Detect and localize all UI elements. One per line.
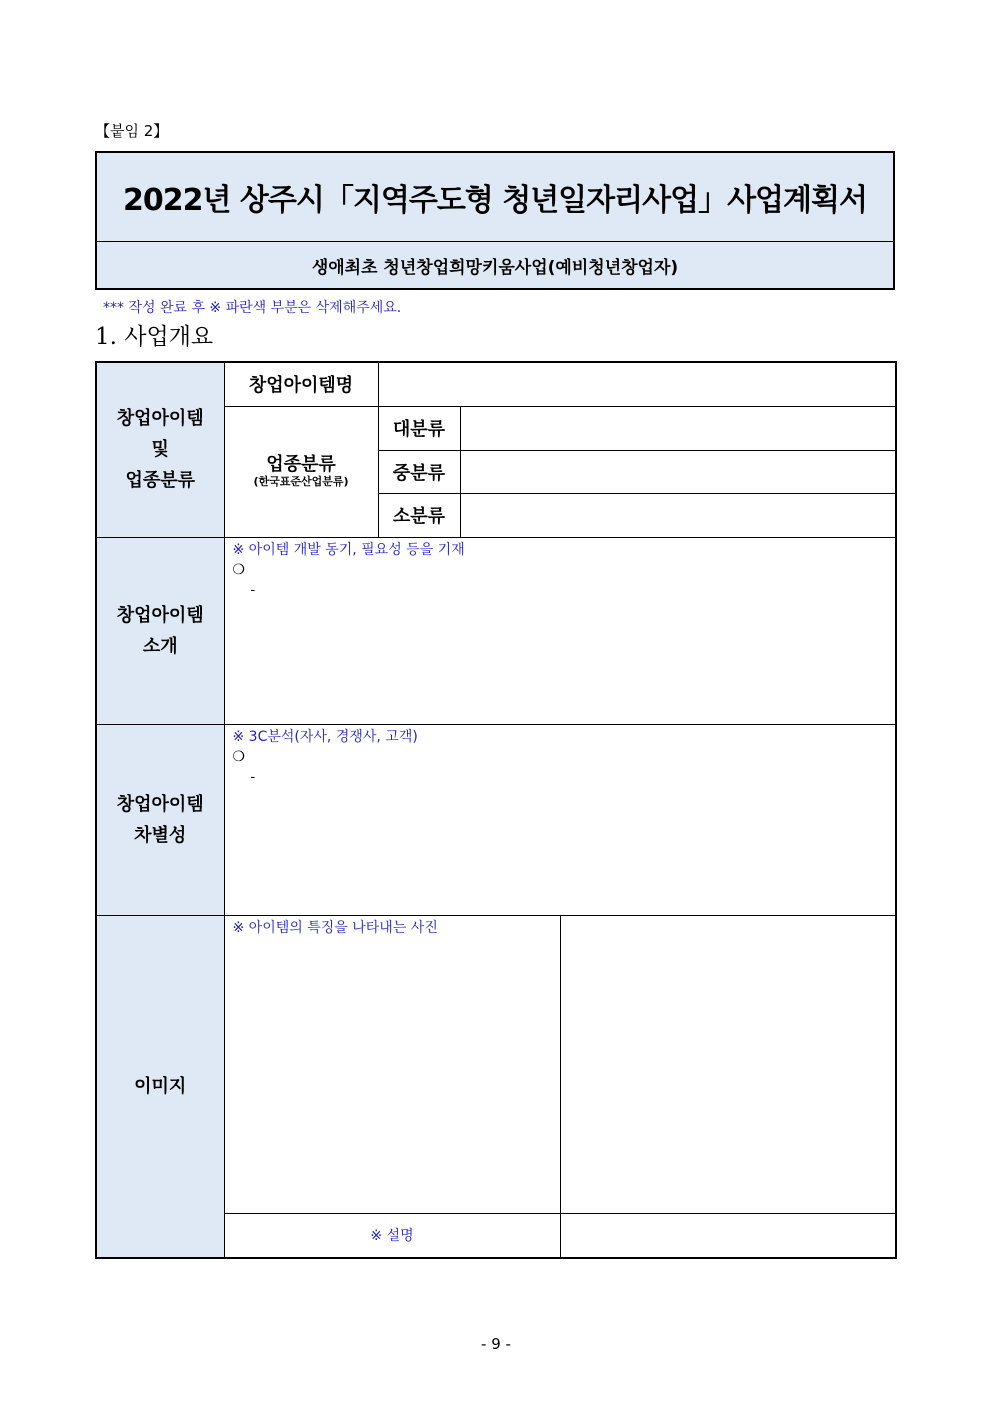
minor-category-field[interactable] (460, 493, 896, 537)
image-hint: ※ 아이템의 특징을 나타내는 사진 (232, 919, 438, 936)
item-differentiation-header-line2: 차별성 (134, 824, 187, 846)
item-intro-field[interactable] (224, 537, 896, 724)
item-category-header (96, 362, 224, 537)
item-differentiation-header (96, 724, 224, 915)
item-differentiation-hint: ※ 3C분석(자사, 경쟁사, 고객) (232, 728, 418, 745)
item-name-label: 창업아이템명 (224, 362, 378, 406)
section-heading: 1. 사업개요 (95, 324, 214, 350)
item-differentiation-dash: - (250, 769, 256, 785)
item-intro-dash: - (250, 582, 256, 598)
image-right-field[interactable] (560, 915, 896, 1213)
image-description-label: ※ 설명 (224, 1213, 560, 1258)
image-header: 이미지 (96, 915, 224, 1258)
item-category-header-line1: 창업아이템 (116, 408, 204, 430)
business-overview-table (95, 361, 897, 1259)
page-number: - 9 - (481, 1335, 511, 1353)
item-intro-hint: ※ 아이템 개발 동기, 필요성 등을 기재 (232, 541, 465, 558)
item-category-header-line2: 및 (151, 439, 169, 461)
instruction-note: *** 작성 완료 후 ※ 파란색 부분은 삭제해주세요. (103, 300, 402, 316)
middle-category-field[interactable] (460, 450, 896, 493)
attachment-label: 【붙임 2】 (95, 122, 169, 140)
item-category-header-line3: 업종분류 (125, 470, 196, 492)
industry-classification-cell (224, 406, 378, 537)
major-category-label: 대분류 (378, 406, 460, 450)
item-differentiation-header-line1: 창업아이템 (116, 793, 204, 815)
minor-category-label: 소분류 (378, 493, 460, 537)
middle-category-label: 중분류 (378, 450, 460, 493)
item-differentiation-field[interactable] (224, 724, 896, 915)
item-intro-header-line1: 창업아이템 (116, 604, 204, 626)
document-subtitle: 생애최초 청년창업희망키움사업(예비청년창업자) (311, 258, 679, 278)
document-title: 2022년 상주시「지역주도형 청년일자리사업」사업계획서 (97, 153, 893, 242)
item-intro-header (96, 537, 224, 724)
image-left-field[interactable] (224, 915, 560, 1213)
industry-label: 업종분류 (266, 453, 336, 475)
item-intro-bullet: ❍ (232, 561, 246, 578)
major-category-field[interactable] (460, 406, 896, 450)
item-intro-header-line2: 소개 (142, 635, 178, 657)
image-description-field[interactable] (560, 1213, 896, 1258)
item-differentiation-bullet: ❍ (232, 748, 246, 765)
industry-sublabel: (한국표준산업분류) (253, 474, 349, 488)
item-name-field[interactable] (378, 362, 896, 406)
title-box (95, 151, 895, 290)
